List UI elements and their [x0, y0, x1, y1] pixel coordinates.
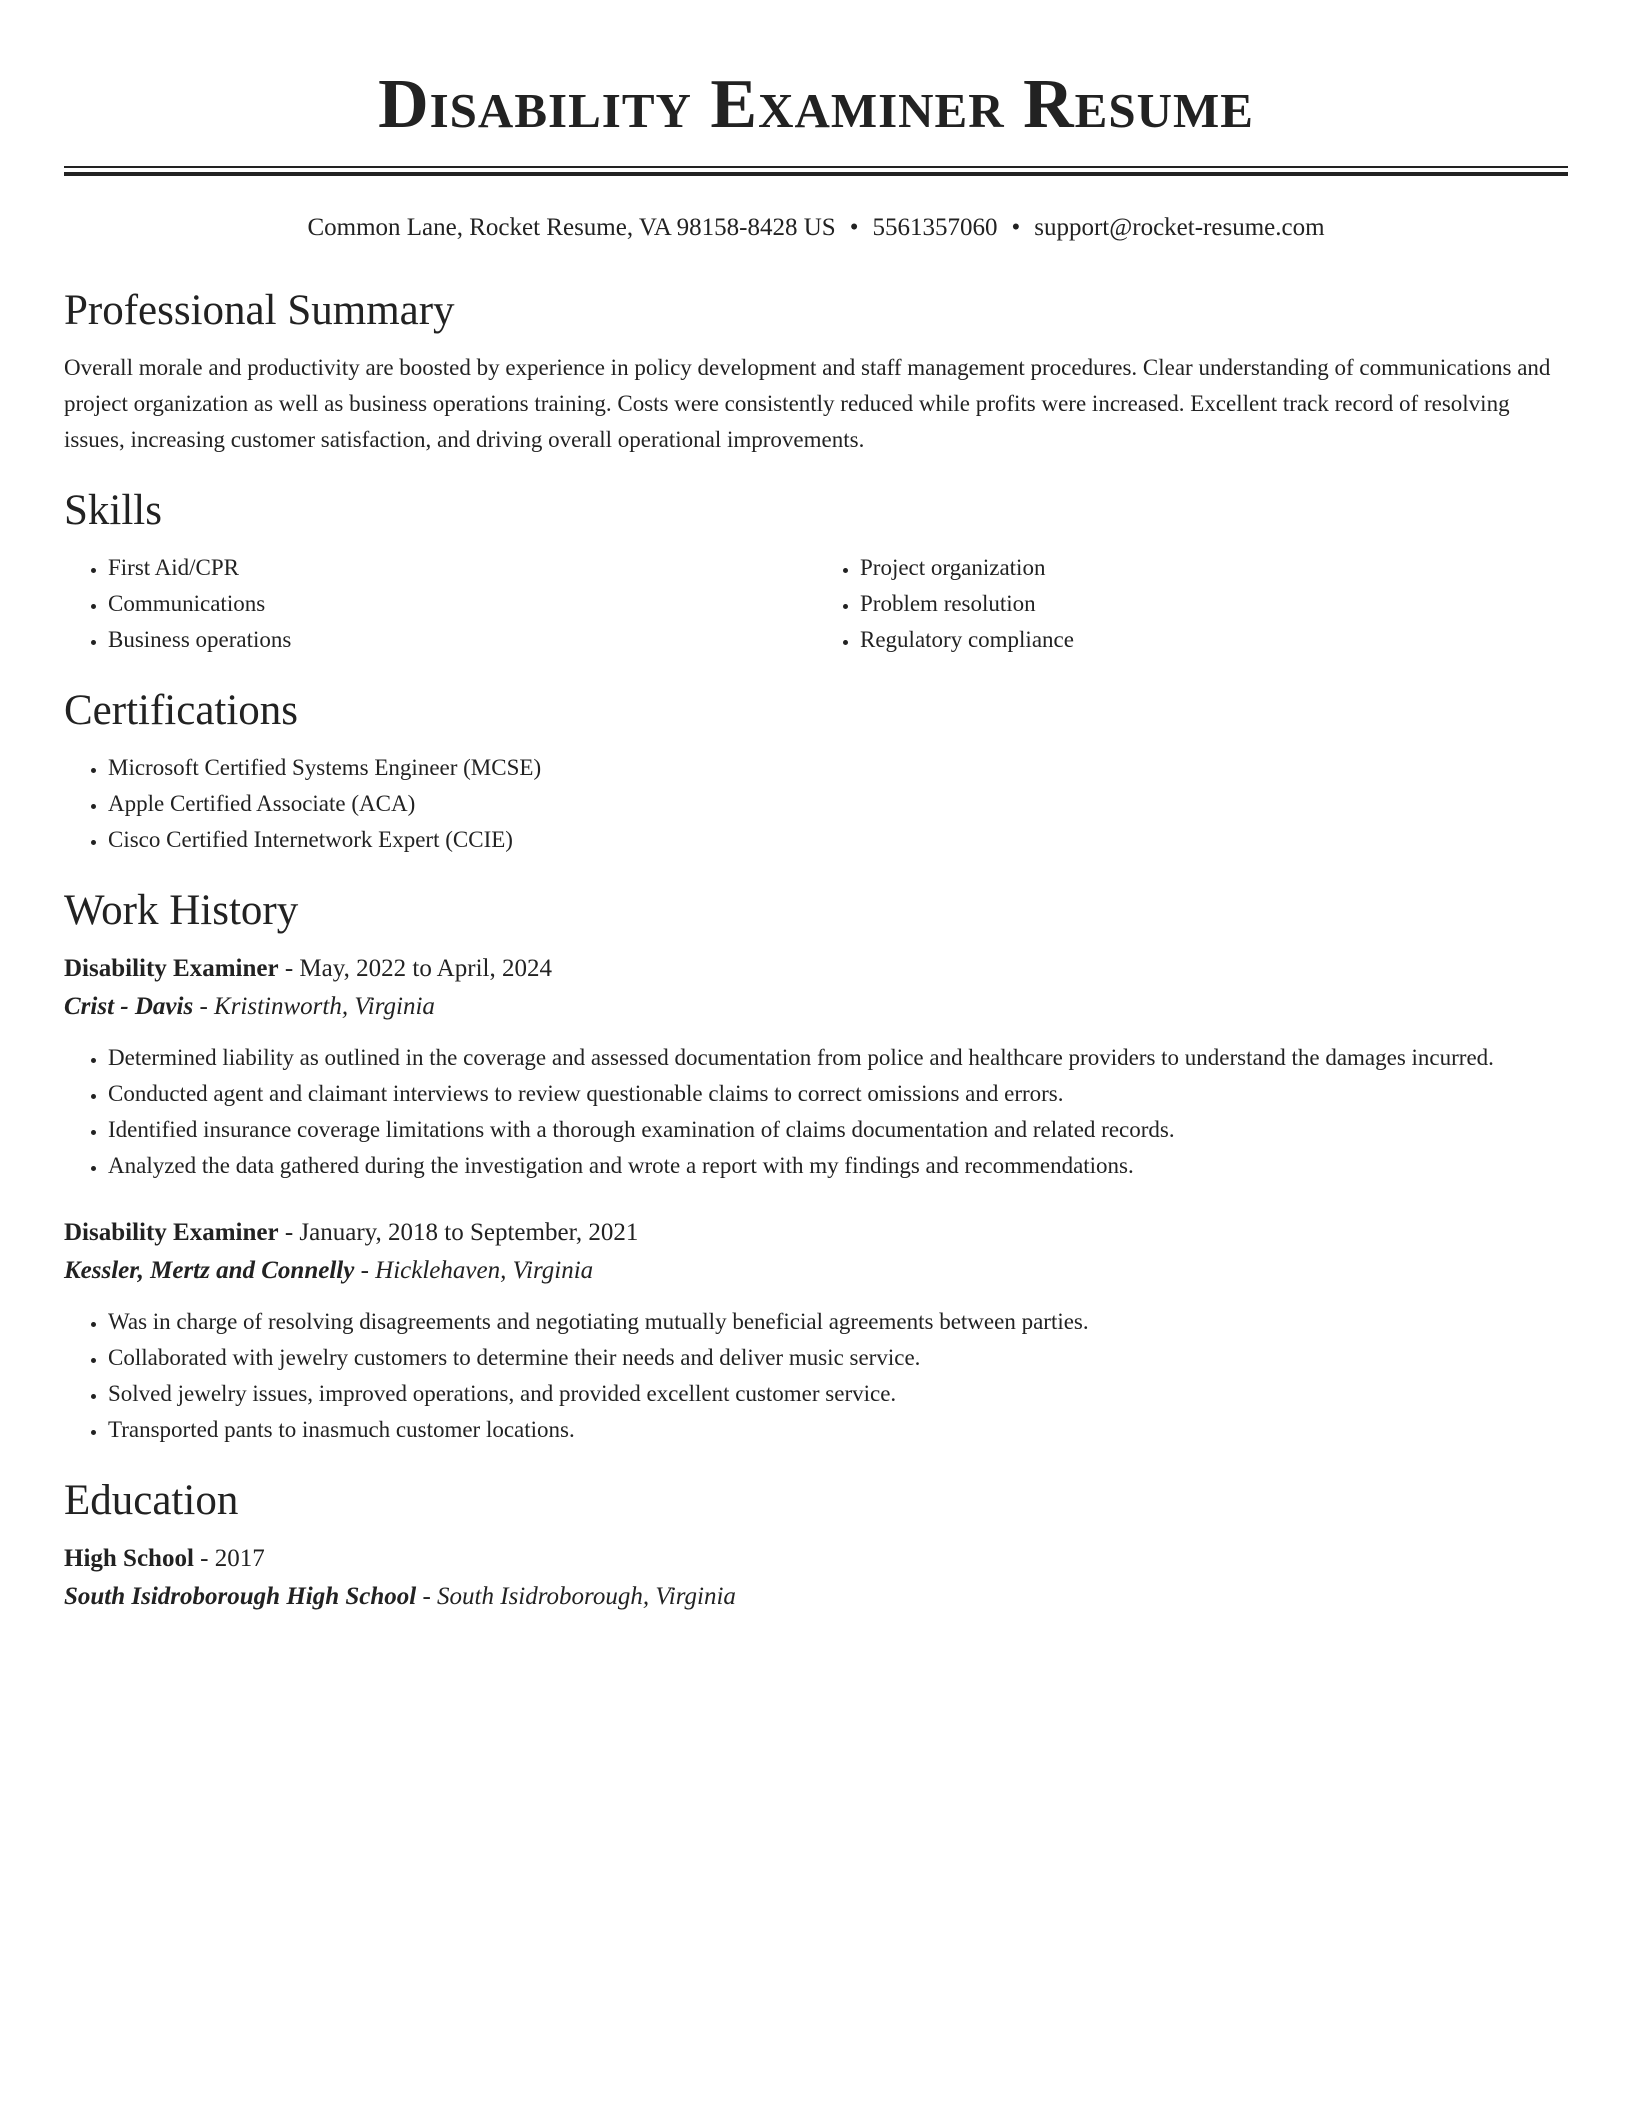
job-location: - Kristinworth, Virginia [193, 993, 435, 1020]
skills-list-left [64, 550, 816, 658]
job-bullet: • Identified insurance coverage limitations with a thorough examination of claims documentation and related records. [108, 1112, 1568, 1148]
job-bullet: • Conducted agent and claimant interviews to review questionable claims to correct omissions and errors. [108, 1076, 1568, 1112]
skills-section [64, 484, 1568, 658]
summary-heading: Professional Summary [64, 287, 455, 334]
certification-item: • Cisco Certified Internetwork Expert (CCIE) [108, 822, 1568, 858]
job-dates: - May, 2022 to April, 2024 [278, 955, 552, 982]
work-history-section [64, 884, 1568, 1448]
education-degree-line [64, 1540, 1568, 1578]
job-title-line [64, 950, 1568, 988]
skills-columns [64, 550, 1568, 658]
job-bullets [64, 1040, 1568, 1184]
summary-section [64, 284, 1568, 458]
job-bullet: • Collaborated with jewelry customers to determine their needs and deliver music service. [108, 1340, 1568, 1376]
skill-item: • Communications [108, 586, 816, 622]
job-dates: - January, 2018 to September, 2021 [278, 1219, 639, 1246]
education-section [64, 1474, 1568, 1616]
education-school-line [64, 1578, 1568, 1616]
education-school: South Isidroborough High School [64, 1583, 417, 1610]
certifications-heading: Certifications [64, 687, 299, 734]
contact-line [64, 212, 1568, 244]
job-entry [64, 1214, 1568, 1448]
job-bullets [64, 1304, 1568, 1448]
work-history-heading: Work History [64, 887, 299, 934]
job-title-line [64, 1214, 1568, 1252]
job-bullet: • Was in charge of resolving disagreements and negotiating mutually beneficial agreements between parties. [108, 1304, 1568, 1340]
contact-separator: • [1011, 214, 1021, 241]
job-title: Disability Examiner [64, 955, 279, 982]
certifications-section [64, 684, 1568, 858]
job-title: Disability Examiner [64, 1219, 279, 1246]
title-divider [64, 166, 1568, 176]
contact-email: support@rocket-resume.com [1034, 214, 1325, 241]
skills-list-right [816, 550, 1568, 658]
certification-item: • Microsoft Certified Systems Engineer (MCSE) [108, 750, 1568, 786]
skill-item: • First Aid/CPR [108, 550, 816, 586]
resume-title: Disability Examiner Resume [378, 66, 1254, 143]
skills-heading: Skills [64, 487, 162, 534]
contact-phone: 5561357060 [872, 214, 998, 241]
job-location: - Hicklehaven, Virginia [354, 1257, 594, 1284]
resume-page [64, 0, 1568, 1616]
education-degree: High School [64, 1545, 194, 1572]
job-employer-line [64, 988, 1568, 1026]
job-employer: Crist - Davis [64, 993, 194, 1020]
skill-item: • Project organization [860, 550, 1568, 586]
job-bullet: • Analyzed the data gathered during the investigation and wrote a report with my findings and recommendations. [108, 1148, 1568, 1184]
education-year: - 2017 [193, 1545, 265, 1572]
education-location: - South Isidroborough, Virginia [416, 1583, 736, 1610]
job-bullet: • Solved jewelry issues, improved operations, and provided excellent customer service. [108, 1376, 1568, 1412]
contact-address: Common Lane, Rocket Resume, VA 98158-8428 US [307, 214, 836, 241]
summary-text: Overall morale and productivity are boosted by experience in policy development and staff management procedures. Clear understanding of communications and project organization as well as business operations training. Costs were consistently reduced while profits were increased. Excellent track record of resolving issues, increasing customer satisfaction, and driving overall operational improvements. [64, 355, 1551, 452]
skill-item: • Regulatory compliance [860, 622, 1568, 658]
job-employer: Kessler, Mertz and Connelly [64, 1257, 355, 1284]
job-bullet: • Transported pants to inasmuch customer locations. [108, 1412, 1568, 1448]
job-entry [64, 950, 1568, 1184]
certifications-list [64, 750, 1568, 858]
contact-separator: • [849, 214, 859, 241]
skill-item: • Business operations [108, 622, 816, 658]
skill-item: • Problem resolution [860, 586, 1568, 622]
job-bullet: • Determined liability as outlined in the coverage and assessed documentation from police and healthcare providers to understand the damages incurred. [108, 1040, 1568, 1076]
education-heading: Education [64, 1477, 239, 1524]
job-employer-line [64, 1252, 1568, 1290]
certification-item: • Apple Certified Associate (ACA) [108, 786, 1568, 822]
